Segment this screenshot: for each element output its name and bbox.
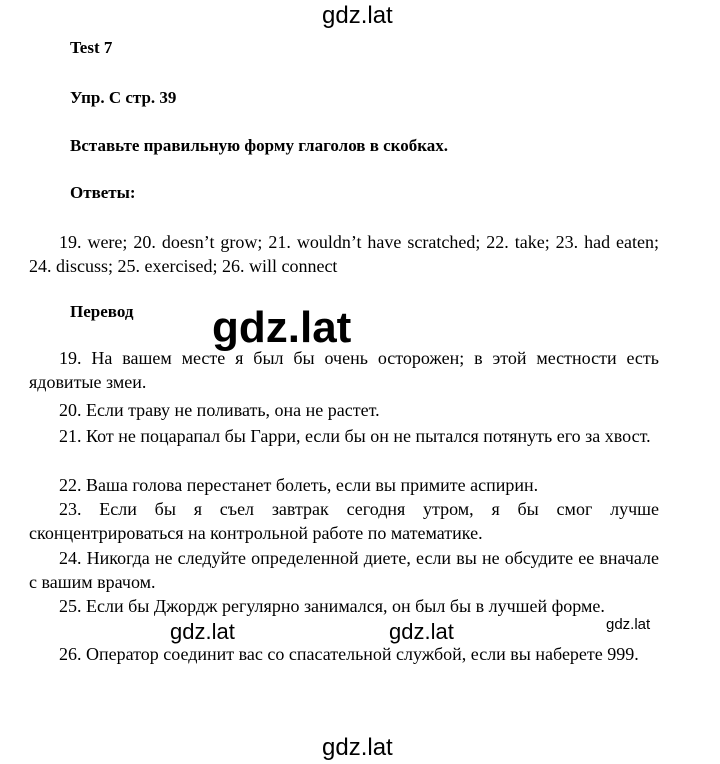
watermark-bottom: gdz.lat [322, 734, 393, 761]
watermark-small-right: gdz.lat [606, 616, 651, 633]
watermark-mid-left: gdz.lat [170, 619, 235, 644]
exercise-reference: Упр. C стр. 39 [70, 88, 177, 107]
translation-item-25: 25. Если бы Джордж регулярно занимался, он был бы в лучшей форме. [59, 596, 605, 616]
translation-item-21: 21. Кот не поцарапал бы Гарри, если бы он не пытался потянуть его за хвост. [59, 426, 651, 446]
answers-heading: Ответы: [70, 183, 136, 202]
translation-item-26: 26. Оператор соединит вас со спасательной службой, если вы наберете 999. [59, 644, 639, 664]
translation-heading: Перевод [70, 302, 134, 321]
translation-item-22: 22. Ваша голова перестанет болеть, если вы примите аспирин. [59, 475, 539, 495]
translation-item-19: 19. На вашем месте я был бы очень осторожен; в этой местности есть ядовитые змеи. [29, 348, 659, 392]
watermark-center: gdz.lat [212, 303, 352, 352]
test-title: Test 7 [70, 38, 113, 57]
exercise-instruction: Вставьте правильную форму глаголов в скобках. [70, 136, 449, 155]
translation-item-23: 23. Если бы я съел завтрак сегодня утром, я бы смог лучше сконцентрироваться на контрольной работе по математике. [29, 499, 659, 543]
watermark-top: gdz.lat [322, 2, 393, 29]
answers-paragraph: 19. were; 20. doesn’t grow; 21. wouldn’t have scratched; 22. take; 23. had eaten; 24. discuss; 25. exercised; 26. will connect [29, 232, 659, 276]
watermark-mid-right: gdz.lat [389, 619, 454, 644]
translation-item-20: 20. Если траву не поливать, она не растет. [59, 400, 380, 420]
translation-item-24: 24. Никогда не следуйте определенной диете, если вы не обсудите ее вначале с вашим врачом. [29, 548, 659, 592]
